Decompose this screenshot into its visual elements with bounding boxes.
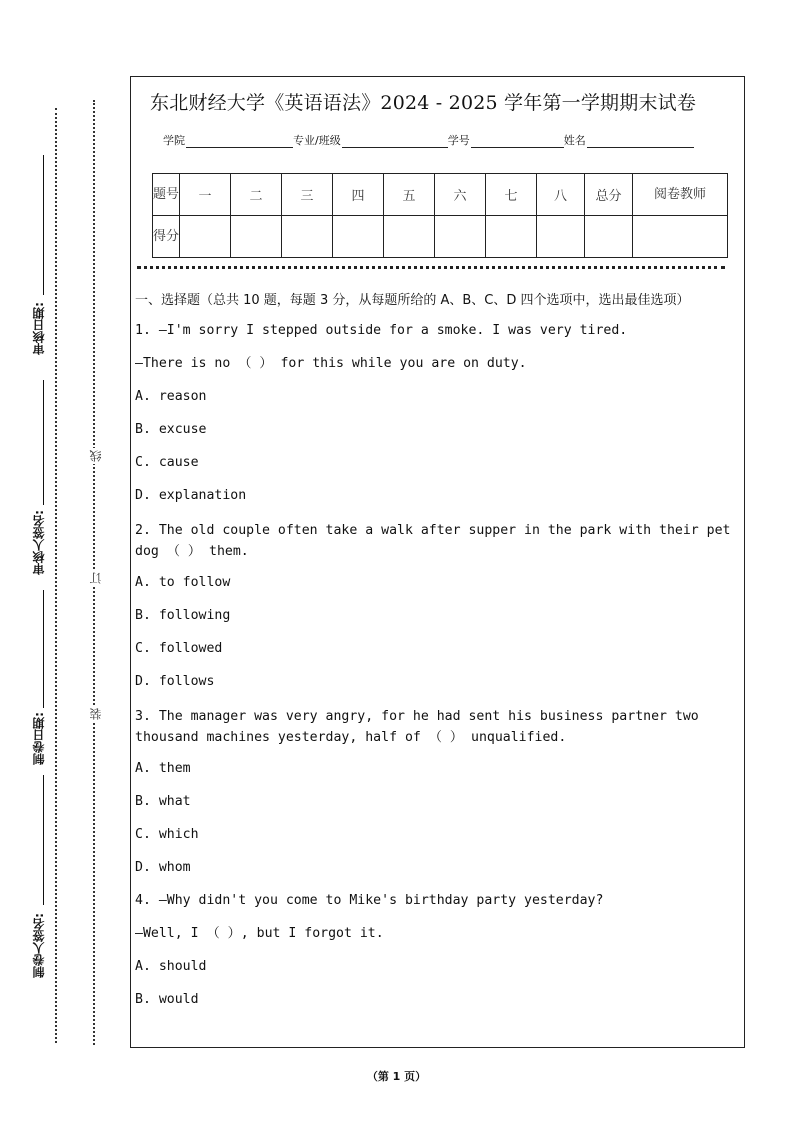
question-1-option-c[interactable]: C. cause: [135, 455, 199, 470]
score-cell[interactable]: [585, 216, 633, 258]
student-info-row: [163, 132, 694, 148]
bind-mark-line: 线: [89, 450, 103, 462]
question-4-option-a[interactable]: A. should: [135, 959, 207, 974]
score-cell[interactable]: [384, 216, 435, 258]
question-4-option-b[interactable]: B. would: [135, 992, 199, 1007]
prep-date-field[interactable]: [43, 590, 44, 708]
bind-mark-staple: 订: [89, 572, 103, 584]
bind-mark-bind: 装: [89, 708, 103, 720]
question-3-stem: 3. The manager was very angry, for he had sent his business partner two thousand machines yesterday, half of （ ） unqualified.: [135, 709, 699, 745]
question-4-stem: 4. —Why didn't you come to Mike's birthday party yesterday?: [135, 893, 604, 908]
question-3-option-b[interactable]: B. what: [135, 794, 191, 809]
col-grader: 阅卷教师: [633, 174, 728, 216]
review-date-field[interactable]: [43, 155, 44, 295]
question-3-option-a[interactable]: A. them: [135, 761, 191, 776]
student-id-label: 学号: [447, 134, 470, 147]
question-3-option-d[interactable]: D. whom: [135, 860, 191, 875]
score-cell[interactable]: [333, 216, 384, 258]
page-number: （第 1 页）: [366, 1070, 427, 1083]
name-label: 姓名: [563, 134, 586, 147]
col-total: 总分: [585, 174, 633, 216]
col-2: 二: [231, 174, 282, 216]
col-1: 一: [180, 174, 231, 216]
reviewer-signature-field[interactable]: [43, 380, 44, 505]
question-2-option-d[interactable]: D. follows: [135, 674, 215, 689]
college-label: 学院: [163, 134, 185, 147]
score-table: [152, 173, 728, 258]
score-table-header-row: [153, 174, 728, 216]
question-4-stem-2: —Well, I （ ）, but I forgot it.: [135, 926, 384, 941]
score-label: 得分: [153, 216, 180, 258]
review-date-label: 审核日期:: [32, 302, 46, 355]
question-1-option-b[interactable]: B. excuse: [135, 422, 207, 437]
preparer-signature-label: 制卷人签名:: [32, 913, 46, 978]
score-cell[interactable]: [435, 216, 486, 258]
section-divider: [137, 266, 725, 269]
score-cell[interactable]: [231, 216, 282, 258]
score-cell[interactable]: [282, 216, 333, 258]
question-2-option-a[interactable]: A. to follow: [135, 575, 231, 590]
question-1-stem: 1. —I'm sorry I stepped outside for a smoke. I was very tired.: [135, 323, 628, 338]
student-id-field[interactable]: [471, 135, 564, 148]
question-2-option-b[interactable]: B. following: [135, 608, 231, 623]
college-field[interactable]: [186, 135, 293, 148]
question-1-option-d[interactable]: D. explanation: [135, 488, 247, 503]
exam-content: [135, 290, 743, 1024]
name-field[interactable]: [587, 135, 694, 148]
grader-cell[interactable]: [633, 216, 728, 258]
reviewer-signature-label: 审核人签名:: [32, 510, 46, 575]
col-4: 四: [333, 174, 384, 216]
col-6: 六: [435, 174, 486, 216]
score-cell[interactable]: [537, 216, 585, 258]
question-number-label: 题号: [153, 174, 180, 216]
col-5: 五: [384, 174, 435, 216]
question-1-stem-2: —There is no （ ） for this while you are on duty.: [135, 356, 527, 371]
col-7: 七: [486, 174, 537, 216]
question-1-option-a[interactable]: A. reason: [135, 389, 207, 404]
score-table-score-row: [153, 216, 728, 258]
question-2-stem: 2. The old couple often take a walk after supper in the park with their pet dog （ ） them.: [135, 523, 731, 559]
col-8: 八: [537, 174, 585, 216]
major-class-field[interactable]: [342, 135, 448, 148]
score-cell[interactable]: [180, 216, 231, 258]
page-title: 东北财经大学《英语语法》2024 - 2025 学年第一学期期末试卷: [150, 92, 697, 114]
question-2-option-c[interactable]: C. followed: [135, 641, 223, 656]
prep-date-label: 制卷日期:: [32, 712, 46, 765]
col-3: 三: [282, 174, 333, 216]
question-3-option-c[interactable]: C. which: [135, 827, 199, 842]
preparer-signature-field[interactable]: [43, 775, 44, 905]
major-class-label: 专业/班级: [293, 134, 341, 147]
score-cell[interactable]: [486, 216, 537, 258]
signature-dotted-line: [55, 108, 57, 1043]
section-heading: 一、选择题（总共 10 题，每题 3 分，从每题所给的 A、B、C、D 四个选项中，选出最佳选项）: [135, 293, 690, 308]
